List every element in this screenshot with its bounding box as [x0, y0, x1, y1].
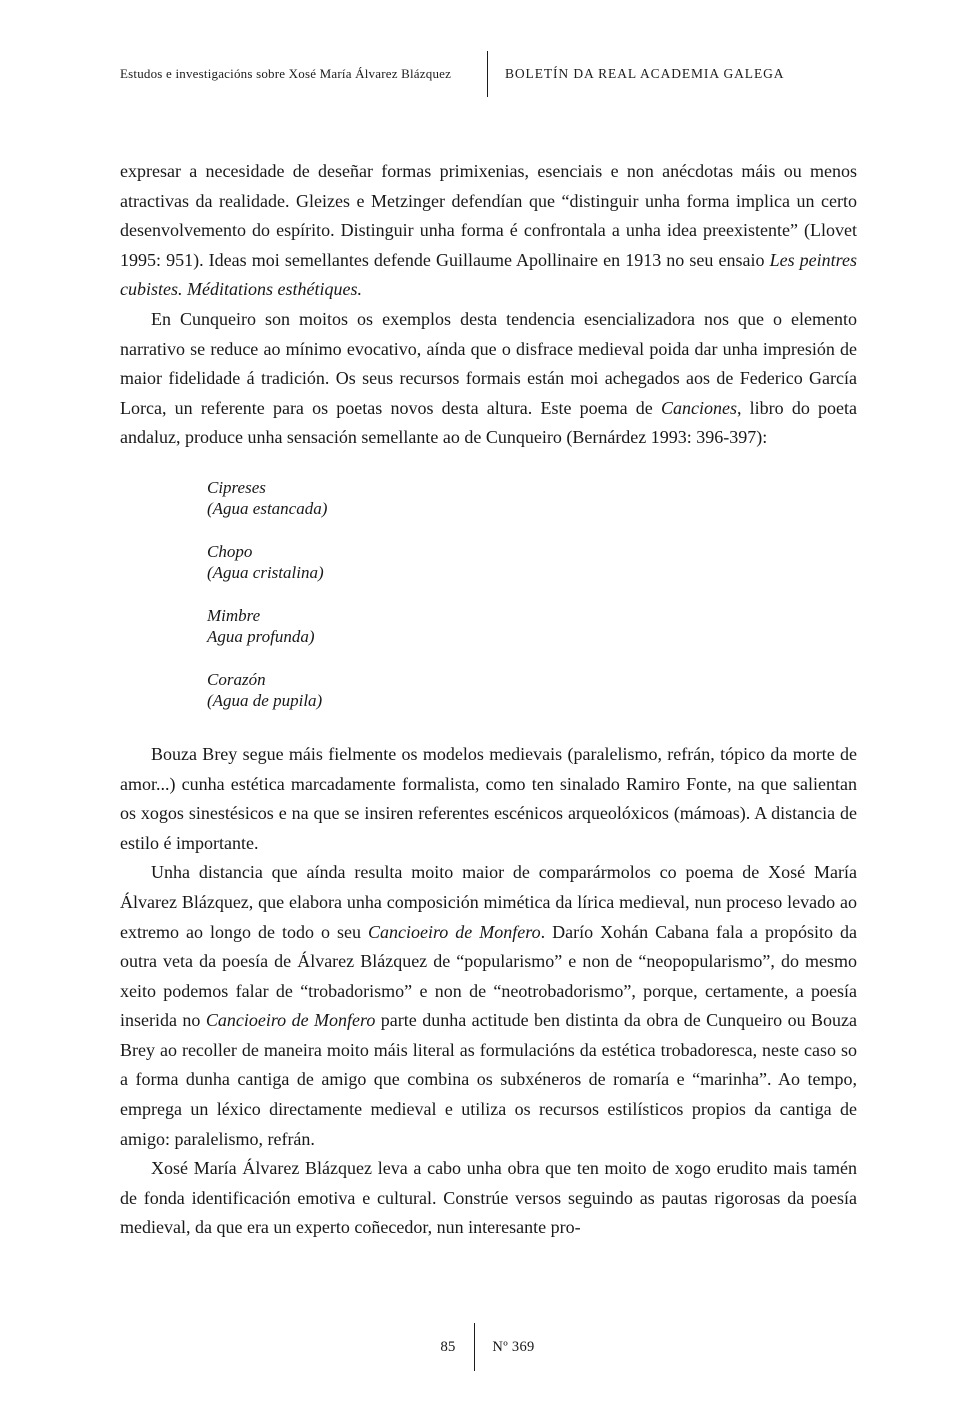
- poem-line: Chopo: [207, 541, 253, 561]
- poem-line: (Agua cristalina): [207, 563, 324, 583]
- paragraph-4-book-title-b: Cancioeiro de Monfero: [205, 1010, 376, 1031]
- paragraph-4-text-c: parte dunha actitude ben distinta da obra de Cunqueiro ou Bouza Brey ao recoller de maneira moito máis literal as formulacións da estética trobadoresca, neste caso so a forma dunha cantiga de amigo que combina os subxéneros de romaría e “marinha”. Ao tempo, emprega un léxico directamente medieval e utiliza os recursos estilísticos propios da cantiga de amigo: paralelismo, refrán.: [120, 1010, 858, 1149]
- footer-divider: [474, 1323, 475, 1371]
- poem-line: Cipreses: [207, 477, 266, 497]
- poem-line: Corazón: [207, 669, 266, 689]
- poem-line: Mimbre: [207, 605, 261, 625]
- paragraph-1: [120, 157, 857, 305]
- page-footer: [0, 1322, 975, 1372]
- paragraph-2-book-title: Canciones: [660, 397, 737, 418]
- page-number: 85: [440, 1338, 456, 1355]
- paragraph-4-book-title-a: Cancioeiro de Monfero: [367, 921, 541, 942]
- paragraph-4: [120, 858, 857, 1154]
- paragraph-2: [120, 305, 857, 453]
- paragraph-2-text-a: En Cunqueiro son moitos os exemplos desta tendencia esencializadora nos que o elemento narrativo se reduce ao mínimo evocativo, aínda que o disfrace medieval poida dar unha impresión de maior fidelidade á tradición. Os seus recursos formais están moi achegados aos de Federico García Lorca, un referente para os poetas novos desta altura. Este poema de: [120, 308, 857, 418]
- issue-number: Nº 369: [492, 1338, 535, 1355]
- poem-stanza-1: [207, 477, 857, 520]
- poem-line: (Agua de pupila): [207, 691, 323, 711]
- paragraph-2-text-b: , libro do poeta andaluz, produce unha sensación semellante ao de Cunqueiro (Bernárdez 1993: 396-397):: [120, 397, 857, 448]
- paragraph-4-text-b: . Darío Xohán Cabana fala a propósito da outra veta da poesía de Álvarez Blázquez de “popularismo” e non de “neopopularismo”, do mesmo xeito podemos falar de “trobadorismo” e non de “neotrobadorismo”, porque, certamente, a poesía inserida no: [120, 921, 857, 1031]
- poem-stanza-4: [207, 669, 857, 712]
- poem-stanza-3: [207, 605, 857, 648]
- header-journal-title: BOLETÍN DA REAL ACADEMIA GALEGA: [505, 66, 785, 81]
- page-header: [120, 50, 867, 98]
- paragraph-3: Bouza Brey segue máis fielmente os modelos medievais (paralelismo, refrán, tópico da morte de amor...) cunha estética marcadamente formalista, como ten sinalado Ramiro Fonte, na que salientan os xogos sinestésicos e na que se insiren referentes escénicos arqueolóxicos (mámoas). A distancia de estilo é importante.: [120, 743, 857, 853]
- body-text: [120, 157, 857, 1243]
- poem-stanza-2: [207, 541, 857, 584]
- poem-quotation: [207, 477, 857, 712]
- poem-line: Agua profunda): [207, 627, 315, 647]
- paragraph-5: Xosé María Álvarez Blázquez leva a cabo unha obra que ten moito de xogo erudito mais tamén de fonda identificación emotiva e cultural. Constrúe versos seguindo as pautas rigorosas da poesía medieval, da que era un experto coñecedor, nun interesante pro-: [120, 1158, 857, 1238]
- paragraph-1-book-title: Les peintres cubistes. Méditations esthétiques.: [120, 249, 858, 300]
- poem-line: (Agua estancada): [207, 499, 328, 519]
- paragraph-4-text-a: Unha distancia que aínda resulta moito maior de comparármolos co poema de Xosé María Álvarez Blázquez, que elabora unha composición mimética da lírica medieval, nun proceso levado ao extremo ao longo de todo o seu: [120, 862, 857, 942]
- paragraph-1-text: expresar a necesidade de deseñar formas primixenias, esenciais e non anécdotas máis ou menos atractivas da realidade. Gleizes e Metzinger defendían que “distinguir unha forma implica un certo desenvolvemento do espírito. Distinguir unha forma é confrontala a unha idea preexistente” (Llovet 1995: 951). Ideas moi semellantes defende Guillaume Apollinaire en 1913 no seu ensaio: [120, 161, 857, 270]
- header-running-title: Estudos e investigacións sobre Xosé María Álvarez Blázquez: [120, 66, 452, 81]
